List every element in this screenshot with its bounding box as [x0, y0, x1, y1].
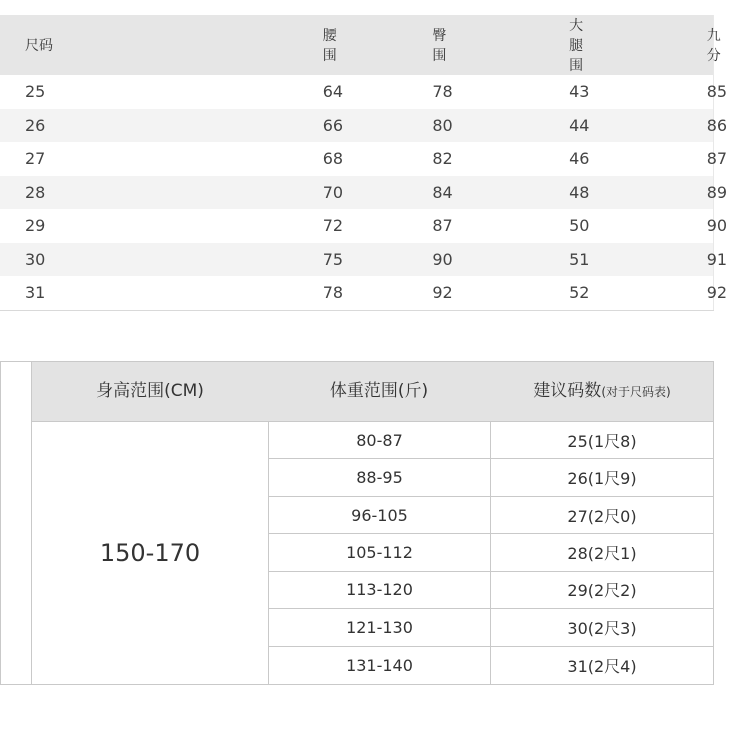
cell-size: 31 — [25, 283, 46, 303]
header-waist: 腰围 — [143, 15, 286, 75]
cell-hip: 87 — [432, 216, 453, 236]
cell-length: 85 — [706, 82, 728, 102]
weight-size-rows — [269, 422, 713, 684]
cell-size: 28 — [0, 176, 143, 210]
table-row — [0, 176, 714, 210]
table-row — [0, 276, 714, 310]
header-length: 九分 — [571, 15, 714, 75]
suggested-size-cell: 30(2尺3) — [567, 618, 637, 638]
size-chart-table — [0, 15, 728, 311]
cell-length: 92 — [706, 283, 728, 303]
size-recommendation-table — [0, 361, 714, 685]
cell-hip: 92 — [432, 283, 453, 303]
weight-range-cell: 96-105 — [269, 497, 491, 533]
recommendation-header-row — [32, 362, 713, 422]
cell-waist: 78 — [322, 283, 344, 303]
size-chart-header-row — [0, 15, 714, 75]
table-row — [0, 142, 714, 176]
table-row — [269, 647, 713, 684]
cell-waist: 64 — [322, 82, 344, 102]
cell-size: 30 — [0, 243, 143, 277]
header-suggested-size — [490, 362, 714, 421]
suggested-size-cell: 28(2尺1) — [567, 543, 637, 563]
cell-thigh: 50 — [569, 216, 590, 236]
table-row — [269, 534, 713, 571]
cell-length: 91 — [571, 243, 714, 277]
table-row — [269, 497, 713, 534]
cell-hip: 90 — [285, 243, 428, 277]
suggested-size-cell: 26(1尺9) — [567, 469, 637, 489]
table-row — [269, 459, 713, 496]
cell-waist: 68 — [322, 149, 344, 169]
cell-waist: 72 — [322, 216, 344, 236]
cell-thigh: 52 — [569, 283, 590, 303]
cell-length: 89 — [571, 176, 714, 210]
header-suggested-size-label: 建议码数 — [533, 381, 602, 401]
header-size: 尺码 — [0, 15, 143, 75]
cell-size: 27 — [25, 149, 46, 169]
weight-range-cell: 121-130 — [269, 609, 491, 645]
table-row — [269, 572, 713, 609]
header-thigh: 大腿围 — [428, 15, 571, 75]
cell-hip: 84 — [285, 176, 428, 210]
cell-thigh: 44 — [428, 109, 571, 143]
weight-range-cell: 131-140 — [269, 647, 491, 684]
cell-waist: 70 — [143, 176, 286, 210]
weight-range-cell: 80-87 — [269, 422, 491, 458]
header-hip: 臀围 — [285, 15, 428, 75]
table-row — [0, 75, 714, 109]
cell-length: 87 — [706, 149, 728, 169]
header-suggested-size-note: (对于尺码表) — [601, 385, 671, 399]
left-margin-column — [1, 362, 32, 684]
table-row — [0, 209, 714, 243]
cell-thigh: 48 — [428, 176, 571, 210]
height-range-cell: 150-170 — [32, 422, 269, 684]
weight-range-cell: 88-95 — [269, 459, 491, 495]
cell-hip: 78 — [432, 82, 453, 102]
weight-range-cell: 105-112 — [269, 534, 491, 570]
suggested-size-cell: 31(2尺4) — [567, 656, 637, 676]
weight-range-cell: 113-120 — [269, 572, 491, 608]
cell-thigh: 43 — [569, 82, 590, 102]
header-height-range: 身高范围(CM) — [96, 381, 204, 401]
cell-waist: 75 — [143, 243, 286, 277]
table-row — [269, 422, 713, 459]
suggested-size-cell: 25(1尺8) — [567, 431, 637, 451]
cell-waist: 66 — [143, 109, 286, 143]
cell-size: 25 — [25, 82, 46, 102]
suggested-size-cell: 27(2尺0) — [567, 506, 637, 526]
table-row — [0, 243, 714, 277]
table-row — [269, 609, 713, 646]
cell-size: 26 — [0, 109, 143, 143]
suggested-size-cell: 29(2尺2) — [567, 581, 637, 601]
cell-size: 29 — [25, 216, 46, 236]
table-row — [0, 109, 714, 143]
cell-length: 90 — [706, 216, 728, 236]
header-weight-range: 体重范围(斤) — [329, 381, 429, 401]
cell-thigh: 51 — [428, 243, 571, 277]
cell-hip: 82 — [432, 149, 453, 169]
cell-hip: 80 — [285, 109, 428, 143]
cell-length: 86 — [571, 109, 714, 143]
cell-thigh: 46 — [569, 149, 590, 169]
